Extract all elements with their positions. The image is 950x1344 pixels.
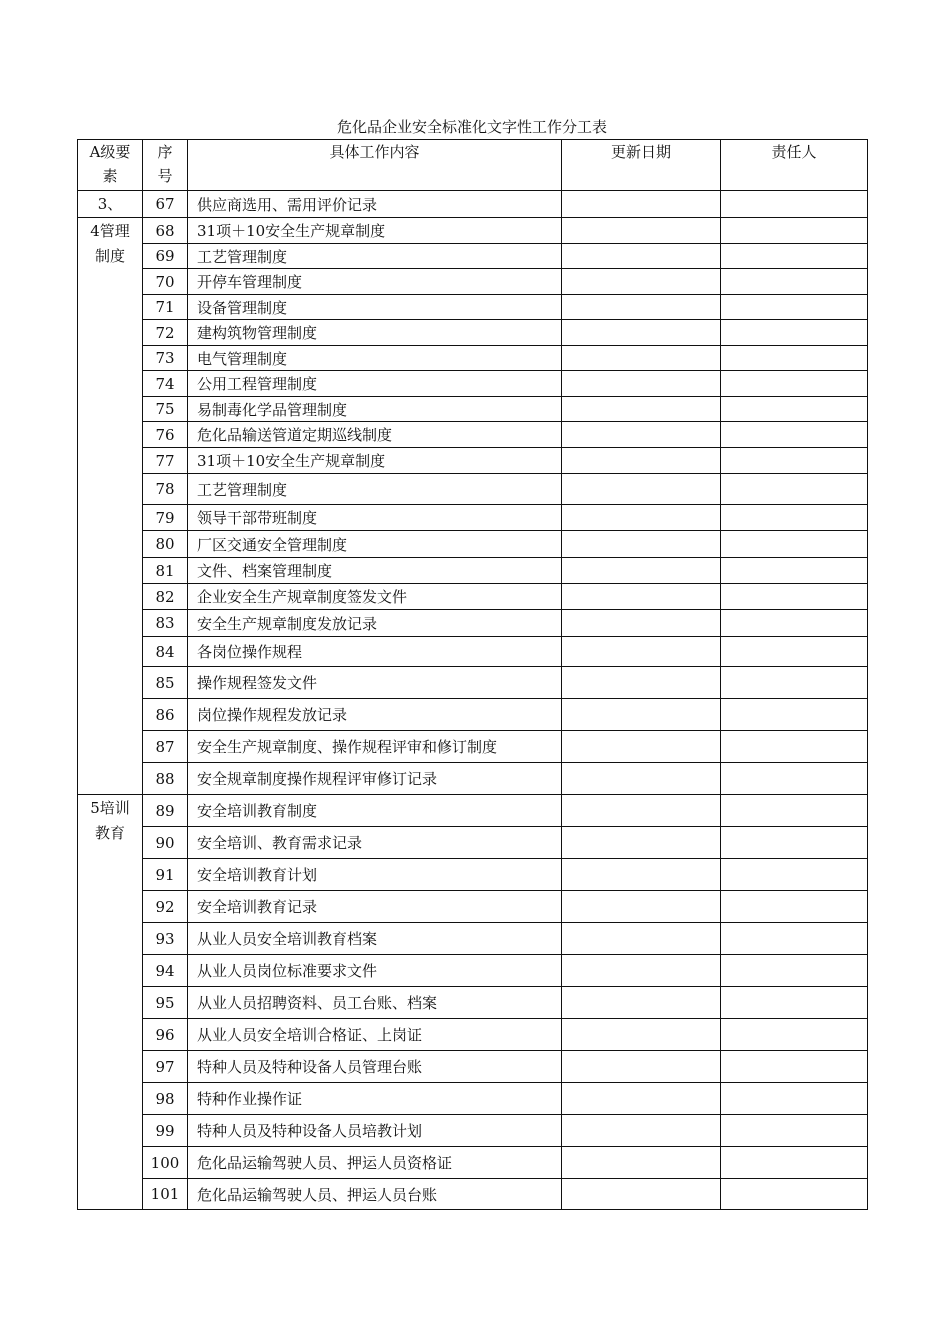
content-cell: 危化品运输驾驶人员、押运人员资格证 [188, 1147, 562, 1179]
owner-cell[interactable] [721, 1179, 868, 1210]
seq-cell: 89 [143, 795, 188, 827]
content-cell: 领导干部带班制度 [188, 505, 562, 531]
seq-cell: 99 [143, 1115, 188, 1147]
header-element-line: 素 [102, 167, 118, 185]
content-cell: 易制毒化学品管理制度 [188, 397, 562, 422]
table-row [78, 955, 868, 987]
content-cell: 工艺管理制度 [188, 244, 562, 269]
header-seq-line: 序 [157, 143, 173, 161]
update-date-cell[interactable] [562, 558, 721, 584]
owner-cell[interactable] [721, 531, 868, 558]
update-date-cell[interactable] [562, 531, 721, 558]
element-label-line: 4管理 [90, 222, 130, 240]
owner-cell[interactable] [721, 505, 868, 531]
content-cell: 安全生产规章制度、操作规程评审和修订制度 [188, 731, 562, 763]
table-row [78, 795, 868, 827]
update-date-cell[interactable] [562, 637, 721, 667]
content-cell: 安全规章制度操作规程评审修订记录 [188, 763, 562, 795]
element-cell [78, 191, 143, 218]
table-row [78, 558, 868, 584]
seq-cell: 71 [143, 295, 188, 320]
content-cell: 安全培训教育计划 [188, 859, 562, 891]
seq-cell: 74 [143, 371, 188, 397]
update-date-cell[interactable] [562, 422, 721, 448]
header-content: 具体工作内容 [188, 140, 562, 191]
update-date-cell[interactable] [562, 1147, 721, 1179]
content-cell: 各岗位操作规程 [188, 637, 562, 667]
header-owner: 责任人 [721, 140, 868, 191]
update-date-cell[interactable] [562, 397, 721, 422]
update-date-cell[interactable] [562, 610, 721, 637]
table-row [78, 531, 868, 558]
update-date-cell[interactable] [562, 1051, 721, 1083]
seq-cell: 84 [143, 637, 188, 667]
update-date-cell[interactable] [562, 320, 721, 346]
seq-cell: 88 [143, 763, 188, 795]
content-cell: 建构筑物管理制度 [188, 320, 562, 346]
table-row [78, 667, 868, 699]
table-row [78, 584, 868, 610]
update-date-cell[interactable] [562, 295, 721, 320]
update-date-cell[interactable] [562, 827, 721, 859]
table-body [78, 191, 868, 1210]
content-cell: 危化品输送管道定期巡线制度 [188, 422, 562, 448]
seq-cell: 94 [143, 955, 188, 987]
owner-cell[interactable] [721, 1051, 868, 1083]
update-date-cell[interactable] [562, 955, 721, 987]
table-row [78, 244, 868, 269]
content-cell: 特种作业操作证 [188, 1083, 562, 1115]
content-cell: 安全培训教育记录 [188, 891, 562, 923]
seq-cell: 87 [143, 731, 188, 763]
page-title: 危化品企业安全标准化文字性工作分工表 [336, 118, 607, 136]
update-date-cell[interactable] [562, 1019, 721, 1051]
element-label-line: 教育 [94, 824, 125, 842]
seq-cell: 83 [143, 610, 188, 637]
element-cell [78, 218, 143, 795]
content-cell: 文件、档案管理制度 [188, 558, 562, 584]
element-label-line: 制度 [94, 247, 125, 265]
element-label-line: 5培训 [90, 799, 130, 817]
update-date-cell[interactable] [562, 474, 721, 505]
table-row [78, 269, 868, 295]
seq-cell: 76 [143, 422, 188, 448]
table-row [78, 859, 868, 891]
owner-cell[interactable] [721, 422, 868, 448]
owner-cell[interactable] [721, 244, 868, 269]
content-cell: 从业人员岗位标准要求文件 [188, 955, 562, 987]
table-row [78, 320, 868, 346]
owner-cell[interactable] [721, 859, 868, 891]
owner-cell[interactable] [721, 637, 868, 667]
header-seq-line: 号 [157, 167, 173, 185]
owner-cell[interactable] [721, 795, 868, 827]
seq-cell: 70 [143, 269, 188, 295]
header-element-line: A级要 [89, 143, 131, 161]
update-date-cell[interactable] [562, 371, 721, 397]
content-cell: 操作规程签发文件 [188, 667, 562, 699]
content-cell: 从业人员安全培训合格证、上岗证 [188, 1019, 562, 1051]
owner-cell[interactable] [721, 827, 868, 859]
update-date-cell[interactable] [562, 731, 721, 763]
table-row [78, 731, 868, 763]
owner-cell[interactable] [721, 891, 868, 923]
content-cell: 特种人员及特种设备人员培教计划 [188, 1115, 562, 1147]
owner-cell[interactable] [721, 923, 868, 955]
update-date-cell[interactable] [562, 1115, 721, 1147]
table-row [78, 1115, 868, 1147]
content-cell: 供应商选用、需用评价记录 [188, 191, 562, 218]
table-row [78, 346, 868, 371]
element-cell [78, 795, 143, 1210]
content-cell: 安全培训教育制度 [188, 795, 562, 827]
seq-cell: 86 [143, 699, 188, 731]
content-cell: 岗位操作规程发放记录 [188, 699, 562, 731]
seq-cell: 73 [143, 346, 188, 371]
table-row [78, 987, 868, 1019]
owner-cell[interactable] [721, 1115, 868, 1147]
update-date-cell[interactable] [562, 505, 721, 531]
seq-cell: 96 [143, 1019, 188, 1051]
table-row [78, 505, 868, 531]
content-cell: 工艺管理制度 [188, 474, 562, 505]
seq-cell: 82 [143, 584, 188, 610]
table-row [78, 699, 868, 731]
update-date-cell[interactable] [562, 1083, 721, 1115]
update-date-cell[interactable] [562, 891, 721, 923]
table-row [78, 295, 868, 320]
table-row [78, 474, 868, 505]
table-row [78, 1179, 868, 1210]
owner-cell[interactable] [721, 371, 868, 397]
owner-cell[interactable] [721, 955, 868, 987]
table-row [78, 1083, 868, 1115]
table-row [78, 637, 868, 667]
update-date-cell[interactable] [562, 667, 721, 699]
seq-cell: 91 [143, 859, 188, 891]
content-cell: 安全培训、教育需求记录 [188, 827, 562, 859]
content-cell: 31项＋10安全生产规章制度 [188, 448, 562, 474]
header-row [78, 140, 868, 191]
update-date-cell[interactable] [562, 859, 721, 891]
update-date-cell[interactable] [562, 244, 721, 269]
table-row [78, 1019, 868, 1051]
update-date-cell[interactable] [562, 584, 721, 610]
owner-cell[interactable] [721, 584, 868, 610]
update-date-cell[interactable] [562, 448, 721, 474]
owner-cell[interactable] [721, 699, 868, 731]
table-row [78, 371, 868, 397]
table-row [78, 422, 868, 448]
owner-cell[interactable] [721, 218, 868, 244]
update-date-cell[interactable] [562, 699, 721, 731]
owner-cell[interactable] [721, 448, 868, 474]
seq-cell: 80 [143, 531, 188, 558]
owner-cell[interactable] [721, 763, 868, 795]
header-element [78, 140, 143, 191]
seq-cell: 81 [143, 558, 188, 584]
table-row [78, 1051, 868, 1083]
table-row [78, 397, 868, 422]
update-date-cell[interactable] [562, 763, 721, 795]
content-cell: 31项＋10安全生产规章制度 [188, 218, 562, 244]
seq-cell: 77 [143, 448, 188, 474]
seq-cell: 78 [143, 474, 188, 505]
content-cell: 企业安全生产规章制度签发文件 [188, 584, 562, 610]
seq-cell: 97 [143, 1051, 188, 1083]
work-division-table [77, 139, 868, 1210]
owner-cell[interactable] [721, 667, 868, 699]
table-row [78, 763, 868, 795]
table-row [78, 610, 868, 637]
header-seq [143, 140, 188, 191]
content-cell: 危化品运输驾驶人员、押运人员台账 [188, 1179, 562, 1210]
update-date-cell[interactable] [562, 1179, 721, 1210]
owner-cell[interactable] [721, 269, 868, 295]
table-row [78, 218, 868, 244]
seq-cell: 98 [143, 1083, 188, 1115]
content-cell: 从业人员安全培训教育档案 [188, 923, 562, 955]
seq-cell: 75 [143, 397, 188, 422]
element-label-line: 3、 [97, 195, 123, 213]
update-date-cell[interactable] [562, 923, 721, 955]
table-row [78, 827, 868, 859]
update-date-cell[interactable] [562, 191, 721, 218]
owner-cell[interactable] [721, 1147, 868, 1179]
owner-cell[interactable] [721, 558, 868, 584]
owner-cell[interactable] [721, 191, 868, 218]
content-cell: 特种人员及特种设备人员管理台账 [188, 1051, 562, 1083]
owner-cell[interactable] [721, 320, 868, 346]
update-date-cell[interactable] [562, 269, 721, 295]
seq-cell: 93 [143, 923, 188, 955]
content-cell: 厂区交通安全管理制度 [188, 531, 562, 558]
content-cell: 安全生产规章制度发放记录 [188, 610, 562, 637]
content-cell: 从业人员招聘资料、员工台账、档案 [188, 987, 562, 1019]
seq-cell: 67 [143, 191, 188, 218]
owner-cell[interactable] [721, 610, 868, 637]
header-update-date: 更新日期 [562, 140, 721, 191]
owner-cell[interactable] [721, 1083, 868, 1115]
owner-cell[interactable] [721, 295, 868, 320]
content-cell: 电气管理制度 [188, 346, 562, 371]
table-row [78, 1147, 868, 1179]
seq-cell: 79 [143, 505, 188, 531]
seq-cell: 85 [143, 667, 188, 699]
owner-cell[interactable] [721, 346, 868, 371]
seq-cell: 90 [143, 827, 188, 859]
update-date-cell[interactable] [562, 795, 721, 827]
seq-cell: 100 [143, 1147, 188, 1179]
owner-cell[interactable] [721, 397, 868, 422]
table-row [78, 191, 868, 218]
seq-cell: 92 [143, 891, 188, 923]
table-row [78, 891, 868, 923]
table-row [78, 923, 868, 955]
seq-cell: 69 [143, 244, 188, 269]
content-cell: 公用工程管理制度 [188, 371, 562, 397]
table-row [78, 448, 868, 474]
owner-cell[interactable] [721, 987, 868, 1019]
seq-cell: 101 [143, 1179, 188, 1210]
owner-cell[interactable] [721, 731, 868, 763]
seq-cell: 68 [143, 218, 188, 244]
owner-cell[interactable] [721, 1019, 868, 1051]
update-date-cell[interactable] [562, 346, 721, 371]
owner-cell[interactable] [721, 474, 868, 505]
seq-cell: 95 [143, 987, 188, 1019]
content-cell: 开停车管理制度 [188, 269, 562, 295]
update-date-cell[interactable] [562, 987, 721, 1019]
content-cell: 设备管理制度 [188, 295, 562, 320]
update-date-cell[interactable] [562, 218, 721, 244]
seq-cell: 72 [143, 320, 188, 346]
